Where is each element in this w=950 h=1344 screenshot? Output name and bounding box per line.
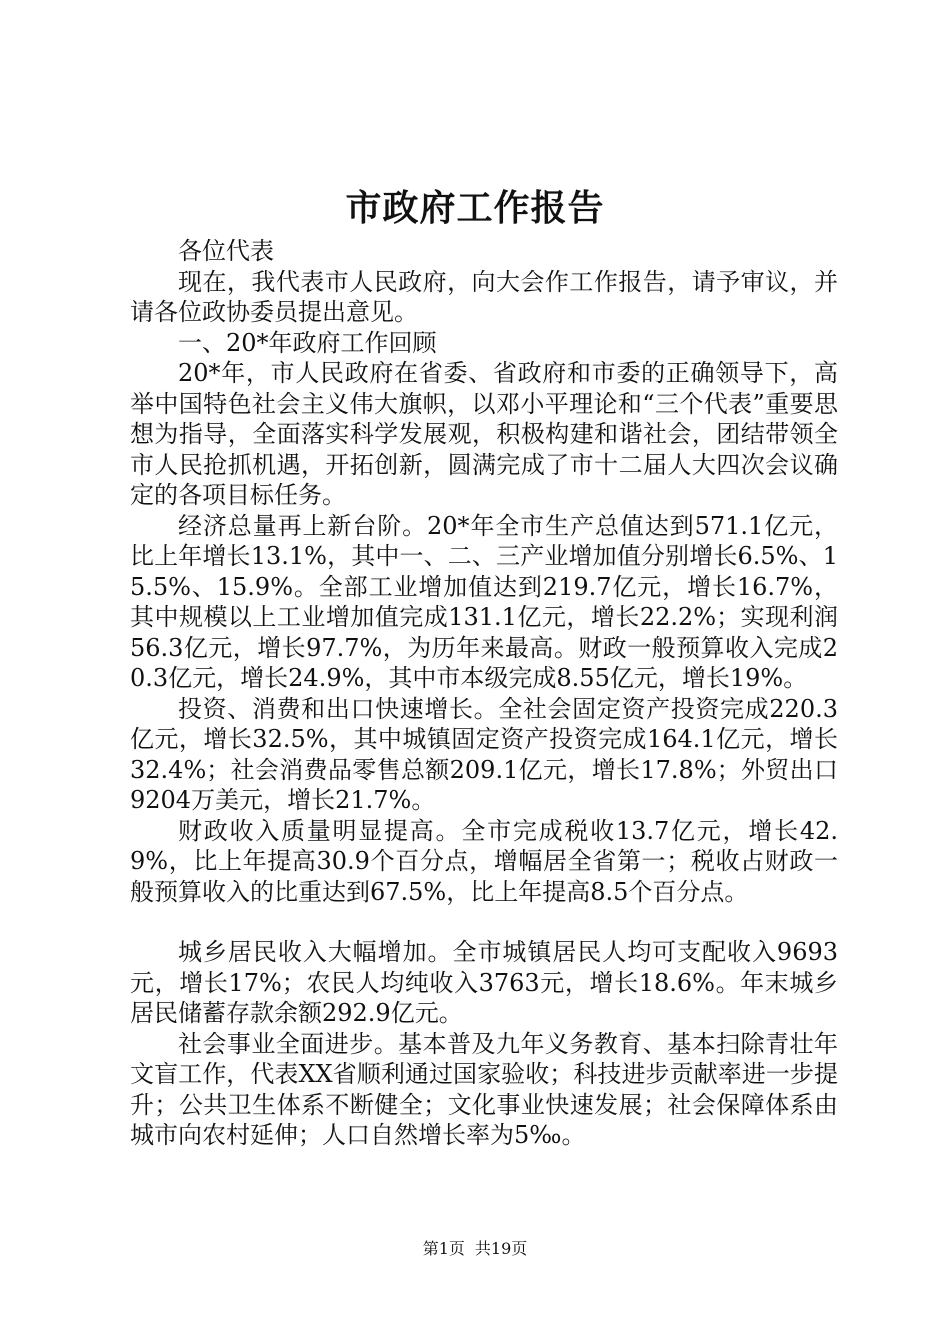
- body-paragraph: 20*年，市人民政府在省委、省政府和市委的正确领导下，高举中国特色社会主义伟大旗帜，以邓小平理论和“三个代表”重要思想为指导，全面落实科学发展观，积极构建和谐社会，团结带领全市人民抢抓机遇，开拓创新，圆满完成了市十二届人大四次会议确定的各项目标任务。: [130, 359, 838, 509]
- body-paragraph: 城乡居民收入大幅增加。全市城镇居民人均可支配收入9693元，增长17%；农民人均纯收入3763元，增长18.6%。年末城乡居民储蓄存款余额292.9亿元。: [130, 938, 838, 1027]
- body-paragraph: 经济总量再上新台阶。20*年全市生产总值达到571.1亿元，比上年增长13.1%，其中一、二、三产业增加值分别增长6.5%、15.5%、15.9%。全部工业增加值达到219.7亿元，增长16.7%，其中规模以上工业增加值完成131.1亿元，增长22.2%；实现利润56.3亿元，增长97.7%，为历年来最高。财政一般预算收入完成20.3亿元，增长24.9%，其中市本级完成8.55亿元，增长19%。: [130, 511, 838, 692]
- document-body: [130, 236, 838, 1151]
- page-number: 第1页: [422, 1239, 465, 1258]
- document-title: 市政府工作报告: [345, 187, 605, 229]
- section-heading: 一、20*年政府工作回顾: [178, 328, 437, 357]
- body-paragraph: 财政收入质量明显提高。全市完成税收13.7亿元，增长42.9%，比上年提高30.9个百分点，增幅居全省第一；税收占财政一般预算收入的比重达到67.5%，比上年提高8.5个百分点。: [130, 816, 838, 906]
- page-footer: [0, 1238, 950, 1260]
- body-paragraph: 社会事业全面进步。基本普及九年义务教育、基本扫除青壮年文盲工作，代表XX省顺利通过国家验收；科技进步贡献率进一步提升；公共卫生体系不断健全；文化事业快速发展；社会保障体系由城市向农村延伸；人口自然增长率为5‰。: [130, 1029, 838, 1149]
- body-paragraph: 投资、消费和出口快速增长。全社会固定资产投资完成220.3亿元，增长32.5%，其中城镇固定资产投资完成164.1亿元，增长32.4%；社会消费品零售总额209.1亿元，增长17.8%；外贸出口9204万美元，增长21.7%。: [130, 694, 838, 814]
- page-total: 共19页: [474, 1239, 528, 1258]
- intro-paragraph: 现在，我代表市人民政府，向大会作工作报告，请予审议，并请各位政协委员提出意见。: [130, 267, 838, 326]
- salutation: 各位代表: [178, 237, 274, 265]
